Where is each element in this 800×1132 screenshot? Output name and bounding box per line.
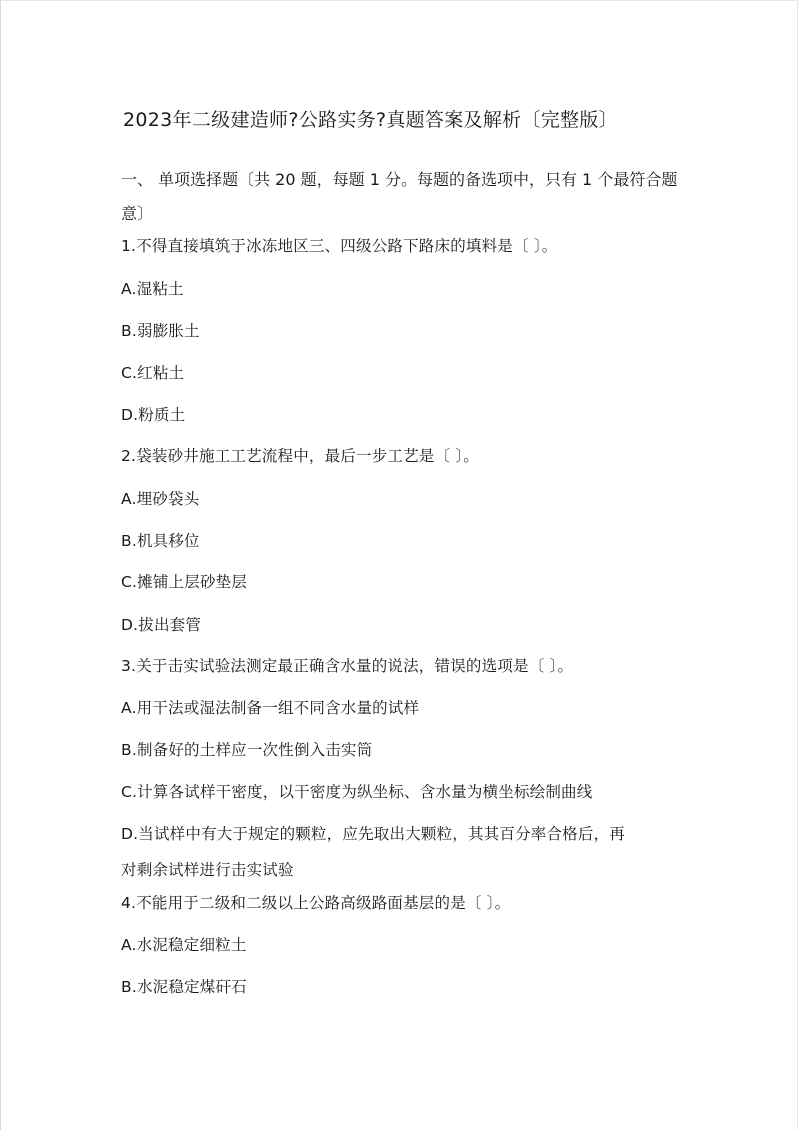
question-1-option-c: C.红粘土 [121,364,185,382]
section-heading: 一、 单项选择题〔共 20 题，每题 1 分。每题的备选项中，只有 1 个最符合题意〕 [121,170,678,223]
question-1-option-a: A.湿粘土 [121,280,184,298]
question-1-option-d: D.粉质土 [121,406,186,424]
question-4-stem: 4.不能用于二级和二级以上公路高级路面基层的是〔 〕。 [121,894,511,912]
question-1-stem: 1.不得直接填筑于冰冻地区三、四级公路下路床的填料是〔 〕。 [121,237,558,255]
question-3-option-d: D.当试样中有大于规定的颗粒，应先取出大颗粒，其其百分率合格后，再 [121,825,625,843]
question-3-option-c: C.计算各试样干密度，以干密度为纵坐标、含水量为横坐标绘制曲线 [121,783,593,801]
question-1-option-b: B.弱膨胀土 [121,322,200,340]
question-2-option-c: C.摊铺上层砂垫层 [121,573,248,591]
question-4-option-a: A.水泥稳定细粒土 [121,936,247,954]
question-4-option-b: B.水泥稳定煤矸石 [121,978,247,996]
document-title: 2023年二级建造师?公路实务?真题答案及解析〔完整版〕 [123,109,618,131]
question-3-stem: 3.关于击实试验法测定最正确含水量的说法，错误的选项是〔 〕。 [121,657,574,675]
question-2-stem: 2.袋装砂井施工工艺流程中，最后一步工艺是〔 〕。 [121,447,479,465]
question-2-option-b: B.机具移位 [121,532,200,550]
question-2-option-a: A.埋砂袋头 [121,490,200,508]
question-2-option-d: D.拔出套管 [121,616,202,634]
question-3-option-a: A.用干法或湿法制备一组不同含水量的试样 [121,699,420,717]
question-3-option-b: B.制备好的土样应一次性倒入击实筒 [121,741,373,759]
question-3-option-d-continued: 对剩余试样进行击实试验 [121,861,294,879]
